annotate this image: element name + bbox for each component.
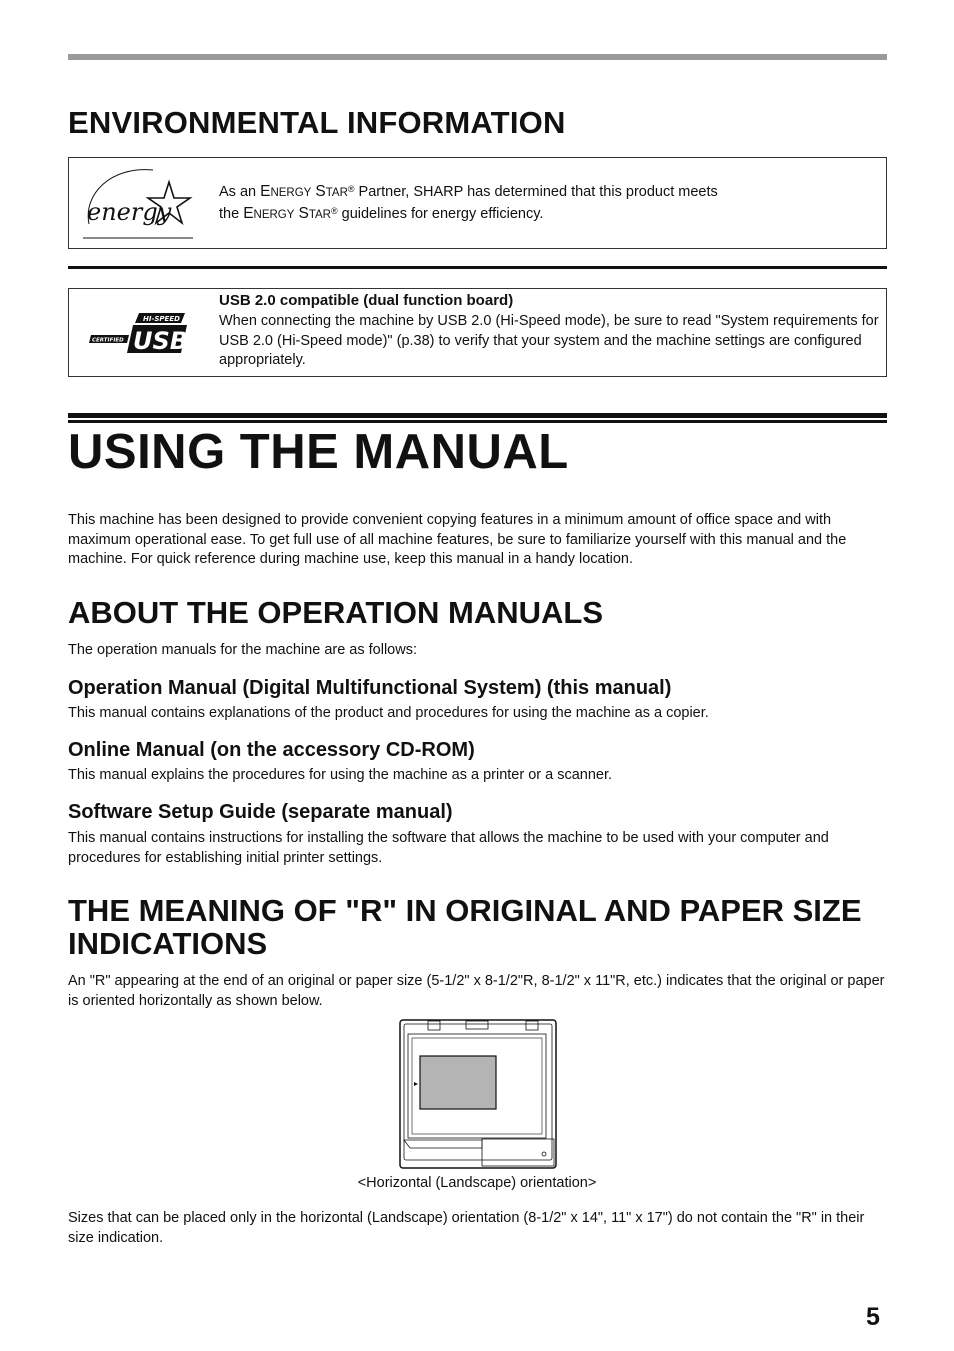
- usb-body: When connecting the machine by USB 2.0 (Hi-Speed mode), be sure to read "System requirements for USB 2.0 (Hi-Speed mode)" (p.38) to verify that your system and the machine settings are configured appropriately.: [219, 313, 879, 368]
- using-intro: This machine has been designed to provide convenient copying features in a minimum amount of office space and with maximum operational ease. To get full use of all machine features, be sure to familiarize yourself with this manual and the machine. For quick reference during machine use, keep this manual in a handy location.: [68, 512, 847, 567]
- environmental-heading: ENVIRONMENTAL INFORMATION: [68, 105, 566, 140]
- svg-text:energy: energy: [87, 198, 172, 226]
- energy-star-box: [68, 157, 887, 249]
- usb-box: [68, 288, 887, 377]
- meaning-heading-line2: INDICATIONS: [68, 926, 268, 961]
- manual-title-operation: Operation Manual (Digital Multifunctional System) (this manual): [68, 677, 672, 699]
- manual-desc-operation: This manual contains explanations of the product and procedures for using the machine as a copier.: [68, 705, 709, 721]
- about-intro: The operation manuals for the machine are as follows:: [68, 642, 417, 658]
- meaning-heading-line1: THE MEANING OF "R" IN ORIGINAL AND PAPER SIZE: [68, 893, 862, 928]
- heading-rule-thick: [68, 413, 887, 418]
- usb-hi-speed-logo-icon: [89, 307, 191, 359]
- meaning-outro: Sizes that can be placed only in the horizontal (Landscape) orientation (8-1/2" x 14", 11" x 17") do not contain the "R" in their size indication.: [68, 1210, 865, 1246]
- svg-text:USB: USB: [133, 327, 189, 355]
- manual-desc-software: This manual contains instructions for installing the software that allows the machine to be used with your computer and procedures for establishing initial printer settings.: [68, 830, 829, 866]
- copier-glass-landscape-diagram: [398, 1018, 558, 1170]
- diagram-caption: <Horizontal (Landscape) orientation>: [357, 1175, 597, 1191]
- top-rule: [68, 54, 887, 60]
- section-rule: [68, 266, 887, 269]
- manual-title-online: Online Manual (on the accessory CD-ROM): [68, 739, 475, 761]
- meaning-heading: [68, 894, 862, 960]
- using-manual-heading: USING THE MANUAL: [68, 425, 569, 479]
- page-number: 5: [866, 1303, 880, 1331]
- manual-title-software: Software Setup Guide (separate manual): [68, 801, 453, 823]
- paper-landscape: [420, 1056, 496, 1109]
- heading-rule-thin: [68, 420, 887, 423]
- energy-star-logo-icon: [81, 164, 193, 240]
- svg-text:CERTIFIED: CERTIFIED: [92, 337, 124, 344]
- manual-desc-online: This manual explains the procedures for using the machine as a printer or a scanner.: [68, 767, 613, 783]
- usb-title: USB 2.0 compatible (dual function board): [219, 292, 514, 309]
- meaning-intro: An "R" appearing at the end of an original or paper size (5-1/2" x 8-1/2"R, 8-1/2" x 11"R, etc.) indicates that the original or paper is oriented horizontally as shown below.: [68, 973, 885, 1009]
- energy-star-text: As an ENERGY STAR® Partner, SHARP has determined that this product meets the ENERGY STAR® guidelines for energy efficiency.: [219, 183, 718, 222]
- about-heading: ABOUT THE OPERATION MANUALS: [68, 595, 604, 630]
- svg-text:HI-SPEED: HI-SPEED: [143, 315, 180, 323]
